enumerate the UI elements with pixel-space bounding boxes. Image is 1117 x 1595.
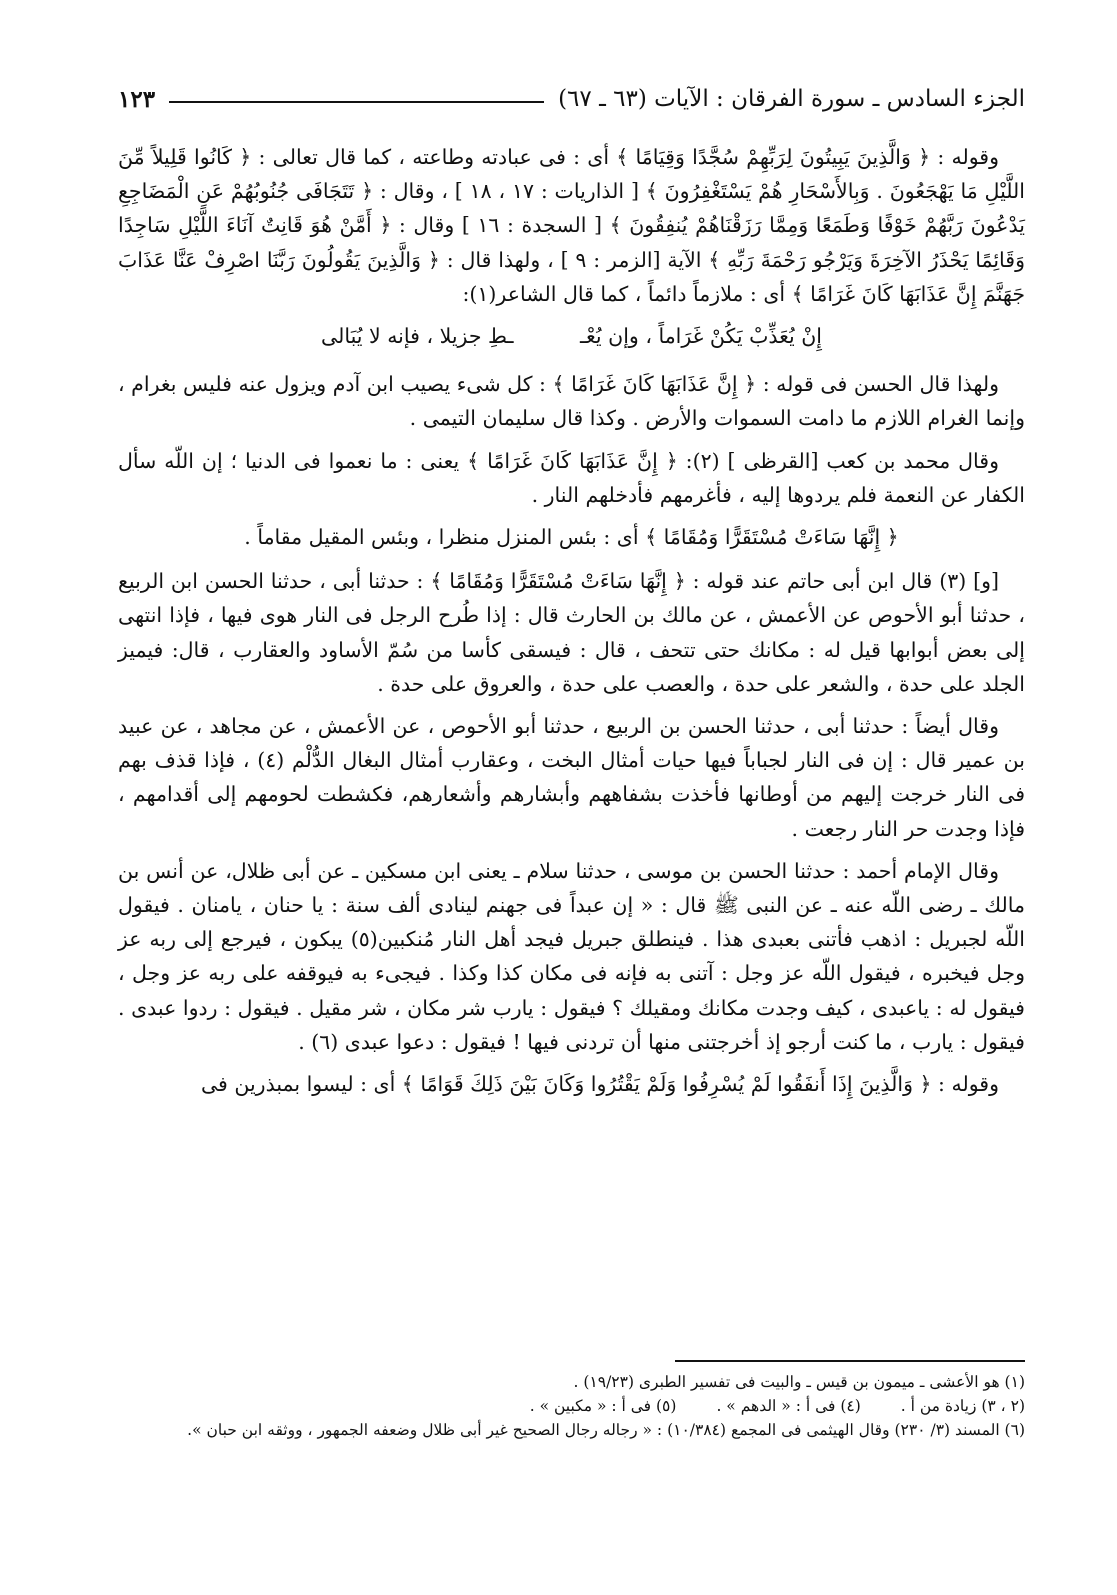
footnote-4: (٤) فى أ : « الدهم » . [716, 1397, 861, 1415]
paragraph-4: [و] (٣) قال ابن أبى حاتم عند قوله : ﴿ إِنَّهَا سَاءَتْ مُسْتَقَرًّا وَمُقَامًا ﴾ : حدثنا أبى ، حدثنا الحسن ابن الربيع ، حدثنا أبو الأحوص عن الأعمش ، عن مالك بن الحارث قال : إذا طُرح الرجل فى النار هوى فيها ، فإذا انتهى إلى بعض أبوابها قيل له : مكانك حتى تتحف ، قال : فيسقى كأسا من سُمّ الأساود والعقارب ، قال: فيميز الجلد على حدة ، والشعر على حدة ، والعصب على حدة ، والعروق على حدة . [118, 569, 1025, 696]
page-number: ١٢٣ [118, 85, 156, 113]
verse-first-hemistich: إِنْ يُعَذِّبْ يَكُنْ غَرَاماً ، وإن يُعْـ [580, 324, 822, 349]
running-header [118, 82, 1025, 116]
paragraph-1: وقوله : ﴿ وَالَّذِينَ يَبِيتُونَ لِرَبِّهِمْ سُجَّدًا وَقِيَامًا ﴾ أى : فى عبادته وطاعته ، كما قال تعالى : ﴿ كَانُوا قَلِيلاً مِّنَ اللَّيْلِ مَا يَهْجَعُونَ . وَبِالأَسْحَارِ هُمْ يَسْتَغْفِرُونَ ﴾ [ الذاريات : ١٧ ، ١٨ ] ، وقال : ﴿ تَتَجَافَى جُنُوبُهُمْ عَنِ الْمَضَاجِعِ يَدْعُونَ رَبَّهُمْ خَوْفًا وَطَمَعًا وَمِمَّا رَزَقْنَاهُمْ يُنفِقُونَ ﴾ [ السجدة : ١٦ ] وقال : ﴿ أَمَّنْ هُوَ قَانِتٌ آنَاءَ اللَّيْلِ سَاجِدًا وَقَائِمًا يَحْذَرُ الآخِرَةَ وَيَرْجُو رَحْمَةَ رَبِّهِ ﴾ الآية [الزمر : ٩ ] ، ولهذا قال : ﴿ وَالَّذِينَ يَقُولُونَ رَبَّنَا اصْرِفْ عَنَّا عَذَابَ جَهَنَّمَ إِنَّ عَذَابَهَا كَانَ غَرَامًا ﴾ أى : ملازماً دائماً ، كما قال الشاعر(١): [118, 145, 1025, 306]
paragraph-3: وقال محمد بن كعب [القرظى ] (٢): ﴿ إِنَّ عَذَابَهَا كَانَ غَرَامًا ﴾ يعنى : ما نعموا فى الدنيا ؛ إن اللّه سأل الكفار عن النعمة فلم يردوها إليه ، فأغرمهم فأدخلهم النار . [118, 448, 1025, 507]
paragraph-7: وقوله : ﴿ وَالَّذِينَ إِذَا أَنفَقُوا لَمْ يُسْرِفُوا وَلَمْ يَقْتُرُوا وَكَانَ بَيْنَ ذَلِكَ قَوَامًا ﴾ أى : ليسوا بمبذرين فى [200, 1072, 999, 1097]
footnote-6: (٦) المسند (٣/ ٢٣٠) وقال الهيثمى فى المجمع (١٠/٣٨٤) : « رجاله رجال الصحيح غير أبى ظلال وضعفه الجمهور ، ووثقه ابن حبان ». [187, 1421, 1025, 1439]
footnotes [118, 1360, 1025, 1442]
footnote-1: (١) هو الأعشى ـ ميمون بن قيس ـ والبيت فى تفسير الطبرى (١٩/٢٣) . [573, 1373, 1025, 1391]
paragraph-6: وقال الإمام أحمد : حدثنا الحسن بن موسى ، حدثنا سلام ـ يعنى ابن مسكين ـ عن أبى ظلال، عن أنس بن مالك ـ رضى اللّه عنه ـ عن النبى ﷺ قال : « إن عبداً فى جهنم لينادى ألف سنة : يا حنان ، يامنان . فيقول اللّه لجبريل : اذهب فأتنى بعبدى هذا . فينطلق جبريل فيجد أهل النار مُنكبين(٥) يبكون ، فيرجع إلى ربه عز وجل فيخبره ، فيقول اللّه عز وجل : آتنى به فإنه فى مكان كذا وكذا . فيجىء به فيوقفه على ربه عز وجل ، فيقول له : ياعبدى ، كيف وجدت مكانك ومقيلك ؟ فيقول : يارب شر مكان ، شر مقيل . فيقول : ردوا عبدى . فيقول : يارب ، ما كنت أرجو إذ أخرجتنى منها أن تردنى فيها ! فيقول : دعوا عبدى (٦) . [118, 858, 1025, 1054]
footnote-2-3: (٢ ، ٣) زيادة من أ . [900, 1397, 1025, 1415]
paragraph-5: وقال أيضاً : حدثنا أبى ، حدثنا الحسن بن الربيع ، حدثنا أبو الأحوص ، عن الأعمش ، عن مجاهد ، عن عبيد بن عمير قال : إن فى النار لجباباً فيها حيات أمثال البخت ، وعقارب أمثال البغال الدُّلْم (٤) ، فإذا قذف بهم فى النار خرجت إليهم من أوطانها فأخذت بشفاههم وأبشارهم وأشعارهم، فكشطت لحومهم إلى أقدامهم ، فإذا وجدت حر النار رجعت . [118, 714, 1025, 841]
footnote-row [118, 1394, 1025, 1418]
verse-second-hemistich: ـطِ جزيلا ، فإنه لا يُبَالى [321, 324, 514, 349]
footnote-rule [675, 1360, 1025, 1362]
header-rule [169, 101, 544, 103]
header-title: الجزء السادس ـ سورة الفرقان : الآيات (٦٣ ـ ٦٧) [558, 86, 1025, 112]
paragraph-2: ولهذا قال الحسن فى قوله : ﴿ إِنَّ عَذَابَهَا كَانَ غَرَامًا ﴾ : كل شىء يصيب ابن آدم ويزول عنه فليس بغرام ، وإنما الغرام اللازم ما دامت السموات والأرض . وكذا قال سليمان التيمى . [118, 372, 1025, 431]
footnote-5: (٥) فى أ : « مكبين » . [529, 1397, 677, 1415]
main-text [118, 140, 1025, 1109]
poetry-verse [118, 319, 1025, 353]
quran-verse-line: ﴿ إِنَّهَا سَاءَتْ مُسْتَقَرًّا وَمُقَامًا ﴾ أى : بئس المنزل منظرا ، وبئس المقيل مقاماً . [244, 525, 899, 550]
